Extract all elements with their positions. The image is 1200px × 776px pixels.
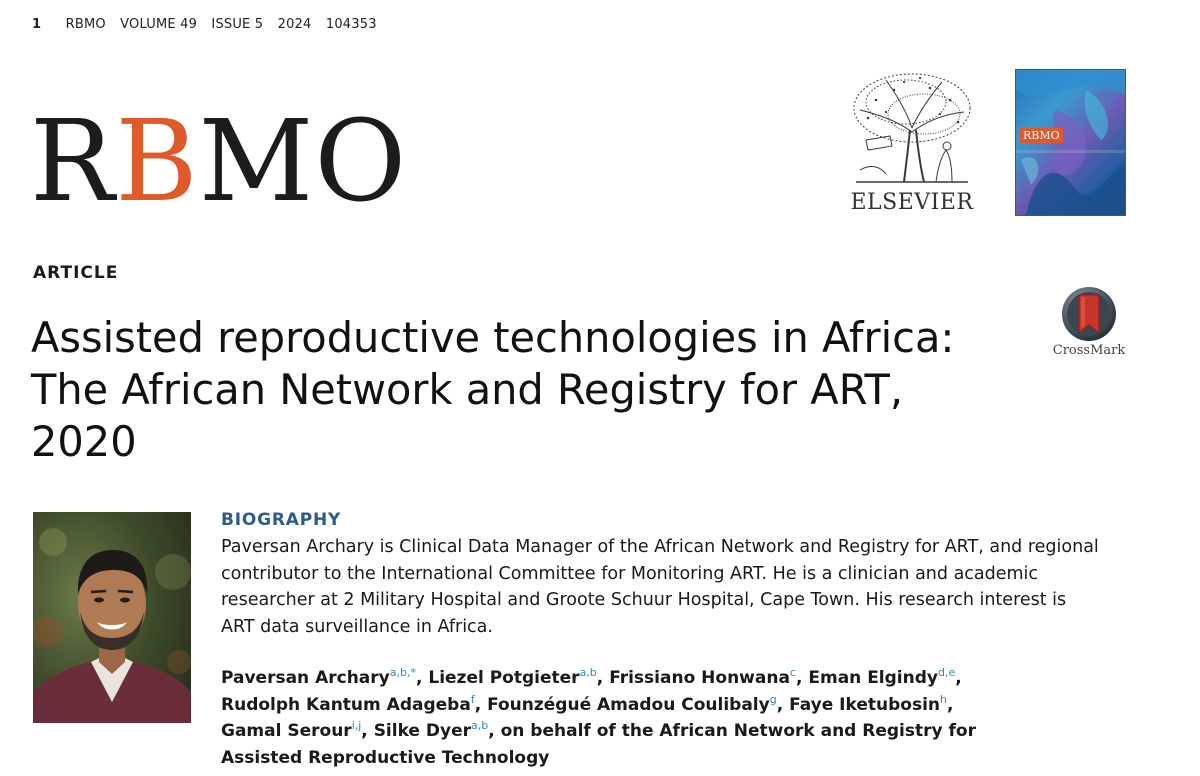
title-line-1: Assisted reproductive technologies in Africa: bbox=[31, 313, 955, 362]
volume: VOLUME 49 bbox=[120, 17, 198, 32]
logo-part-1: R bbox=[30, 97, 116, 227]
affiliation-marker[interactable]: h bbox=[940, 692, 947, 706]
affiliation-marker[interactable]: a,b bbox=[579, 666, 597, 679]
author-separator: , bbox=[415, 668, 429, 688]
affiliation-marker[interactable]: f bbox=[470, 692, 475, 706]
affiliation-marker[interactable]: a,b bbox=[471, 719, 489, 732]
issue: ISSUE 5 bbox=[211, 17, 264, 32]
author-name: Founzégué Amadou Coulibaly bbox=[487, 694, 770, 715]
elsevier-wordmark: ELSEVIER bbox=[850, 190, 974, 215]
page-number: 1 bbox=[32, 17, 42, 32]
title-line-3: 2020 bbox=[31, 417, 137, 466]
affiliation-marker[interactable]: c bbox=[789, 666, 796, 679]
author-separator: , bbox=[947, 694, 954, 715]
author-separator: , bbox=[795, 668, 809, 688]
bio-line-3: researcher at 2 Military Hospital and Groote Schuur Hospital, Cape Town. His research interest is bbox=[221, 590, 1067, 610]
author-group-name: Assisted Reproductive Technology bbox=[221, 747, 550, 768]
author-name: Gamal Serour bbox=[221, 721, 352, 741]
author-separator: , bbox=[596, 668, 610, 688]
year: 2024 bbox=[277, 17, 312, 32]
author-name: Faye Iketubosin bbox=[789, 694, 941, 715]
affiliation-marker[interactable]: a,b,* bbox=[389, 666, 416, 679]
author-list bbox=[221, 665, 1151, 771]
elsevier-logo bbox=[846, 70, 978, 215]
journal-logo bbox=[30, 97, 408, 227]
cover-title: RBMO bbox=[1020, 128, 1063, 143]
crossmark-icon bbox=[1052, 285, 1126, 343]
author-separator: , bbox=[955, 668, 962, 688]
author-name: Liezel Potgieter bbox=[428, 668, 580, 688]
author-photo bbox=[33, 512, 191, 723]
author-separator: , bbox=[361, 721, 374, 741]
author-separator: , bbox=[474, 694, 488, 715]
biography-text bbox=[221, 534, 1141, 640]
author-portrait bbox=[33, 512, 191, 723]
author-list-tail: , on behalf of the African Network and Registry for bbox=[488, 721, 976, 741]
author-name: Paversan Archary bbox=[221, 668, 390, 688]
article-title bbox=[31, 312, 1031, 468]
running-header bbox=[32, 17, 387, 32]
affiliation-marker[interactable]: d,e bbox=[937, 666, 956, 679]
bio-line-2: contributor to the International Committee for Monitoring ART. He is a clinician and academic bbox=[221, 563, 1039, 584]
crossmark-button[interactable] bbox=[1052, 285, 1126, 361]
author-name: Eman Elgindy bbox=[808, 668, 938, 688]
title-line-2: The African Network and Registry for ART, bbox=[31, 365, 904, 414]
elsevier-tree-icon bbox=[846, 70, 978, 188]
author-name: Frissiano Honwana bbox=[609, 668, 790, 688]
journal-abbrev: RBMO bbox=[65, 17, 106, 32]
crossmark-label: CrossMark bbox=[1052, 343, 1126, 358]
bio-line-4: ART data surveillance in Africa. bbox=[221, 616, 493, 637]
biography-heading: BIOGRAPHY bbox=[221, 510, 342, 530]
logo-accent-letter: B bbox=[115, 97, 199, 227]
logo-part-2: MO bbox=[198, 97, 408, 227]
section-label: ARTICLE bbox=[33, 263, 119, 283]
journal-cover-image bbox=[1015, 69, 1126, 216]
affiliation-marker[interactable]: i,j bbox=[351, 719, 362, 732]
author-separator: , bbox=[776, 694, 790, 715]
author-name: Rudolph Kantum Adageba bbox=[221, 694, 471, 715]
bio-line-1: Paversan Archary is Clinical Data Manager of the African Network and Registry for ART, and regional bbox=[221, 537, 1099, 557]
article-number: 104353 bbox=[325, 17, 377, 32]
author-name: Silke Dyer bbox=[373, 721, 471, 741]
affiliation-marker[interactable]: g bbox=[769, 692, 777, 706]
